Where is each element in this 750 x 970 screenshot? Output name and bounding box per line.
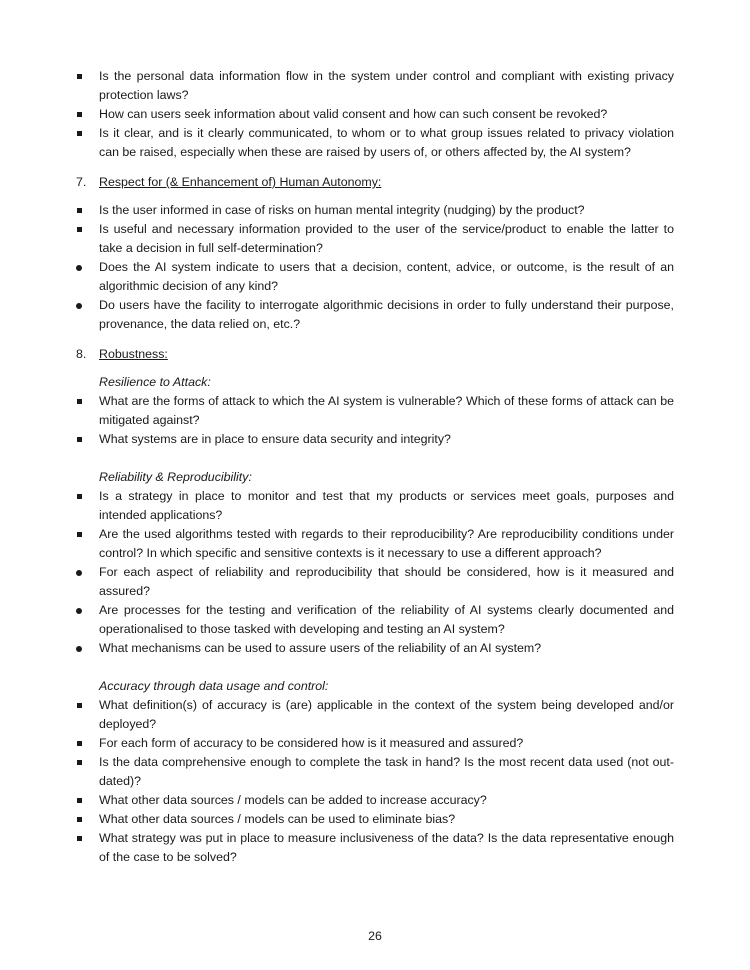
section-number: 7. (76, 175, 87, 189)
list-item: What strategy was put in place to measure inclusiveness of the data? Is the data representative enough of the case to be solved? (76, 829, 674, 867)
reliability-question-list (76, 487, 674, 658)
list-item: Is the user informed in case of risks on human mental integrity (nudging) by the product? (76, 201, 674, 220)
list-item: Are processes for the testing and verification of the reliability of AI systems clearly documented and operationalised to those tasked with developing and testing an AI system? (76, 601, 674, 639)
page-content (76, 67, 674, 867)
list-item: What other data sources / models can be used to eliminate bias? (76, 810, 674, 829)
list-item: What definition(s) of accuracy is (are) applicable in the context of the system being developed and/or deployed? (76, 696, 674, 734)
section-heading-7 (76, 173, 674, 192)
list-item: Is the data comprehensive enough to complete the task in hand? Is the most recent data used (not out-dated)? (76, 753, 674, 791)
section-title: Robustness: (99, 347, 168, 361)
list-item: What systems are in place to ensure data security and integrity? (76, 430, 674, 449)
list-item: For each form of accuracy to be considered how is it measured and assured? (76, 734, 674, 753)
section-number: 8. (76, 347, 87, 361)
privacy-question-list (76, 67, 674, 162)
section-title: Respect for (& Enhancement of) Human Autonomy: (99, 175, 382, 189)
resilience-question-list (76, 392, 674, 449)
section-heading-8 (76, 345, 674, 364)
page-number: 26 (368, 929, 382, 943)
autonomy-question-list (76, 201, 674, 334)
list-item: How can users seek information about valid consent and how can such consent be revoked? (76, 105, 674, 124)
list-item: Is it clear, and is it clearly communicated, to whom or to what group issues related to privacy violation can be raised, especially when these are raised by users of, or others affected by, the AI system? (76, 124, 674, 162)
list-item: What other data sources / models can be added to increase accuracy? (76, 791, 674, 810)
subsection-heading: Resilience to Attack: (99, 375, 211, 389)
list-item: Do users have the facility to interrogate algorithmic decisions in order to fully understand their purpose, provenance, the data relied on, etc.? (76, 296, 674, 334)
list-item: Is a strategy in place to monitor and test that my products or services meet goals, purposes and intended applications? (76, 487, 674, 525)
list-item: For each aspect of reliability and reproducibility that should be considered, how is it measured and assured? (76, 563, 674, 601)
list-item: Are the used algorithms tested with regards to their reproducibility? Are reproducibility conditions under control? In which specific and sensitive contexts is it necessary to use a different approach? (76, 525, 674, 563)
list-item: What are the forms of attack to which the AI system is vulnerable? Which of these forms of attack can be mitigated against? (76, 392, 674, 430)
list-item: What mechanisms can be used to assure users of the reliability of an AI system? (76, 639, 674, 658)
subsection-heading: Reliability & Reproducibility: (99, 470, 252, 484)
list-item: Is the personal data information flow in the system under control and compliant with existing privacy protection laws? (76, 67, 674, 105)
accuracy-question-list (76, 696, 674, 867)
subsection-heading: Accuracy through data usage and control: (99, 679, 329, 693)
list-item: Is useful and necessary information provided to the user of the service/product to enable the latter to take a decision in full self-determination? (76, 220, 674, 258)
list-item: Does the AI system indicate to users that a decision, content, advice, or outcome, is the result of an algorithmic decision of any kind? (76, 258, 674, 296)
